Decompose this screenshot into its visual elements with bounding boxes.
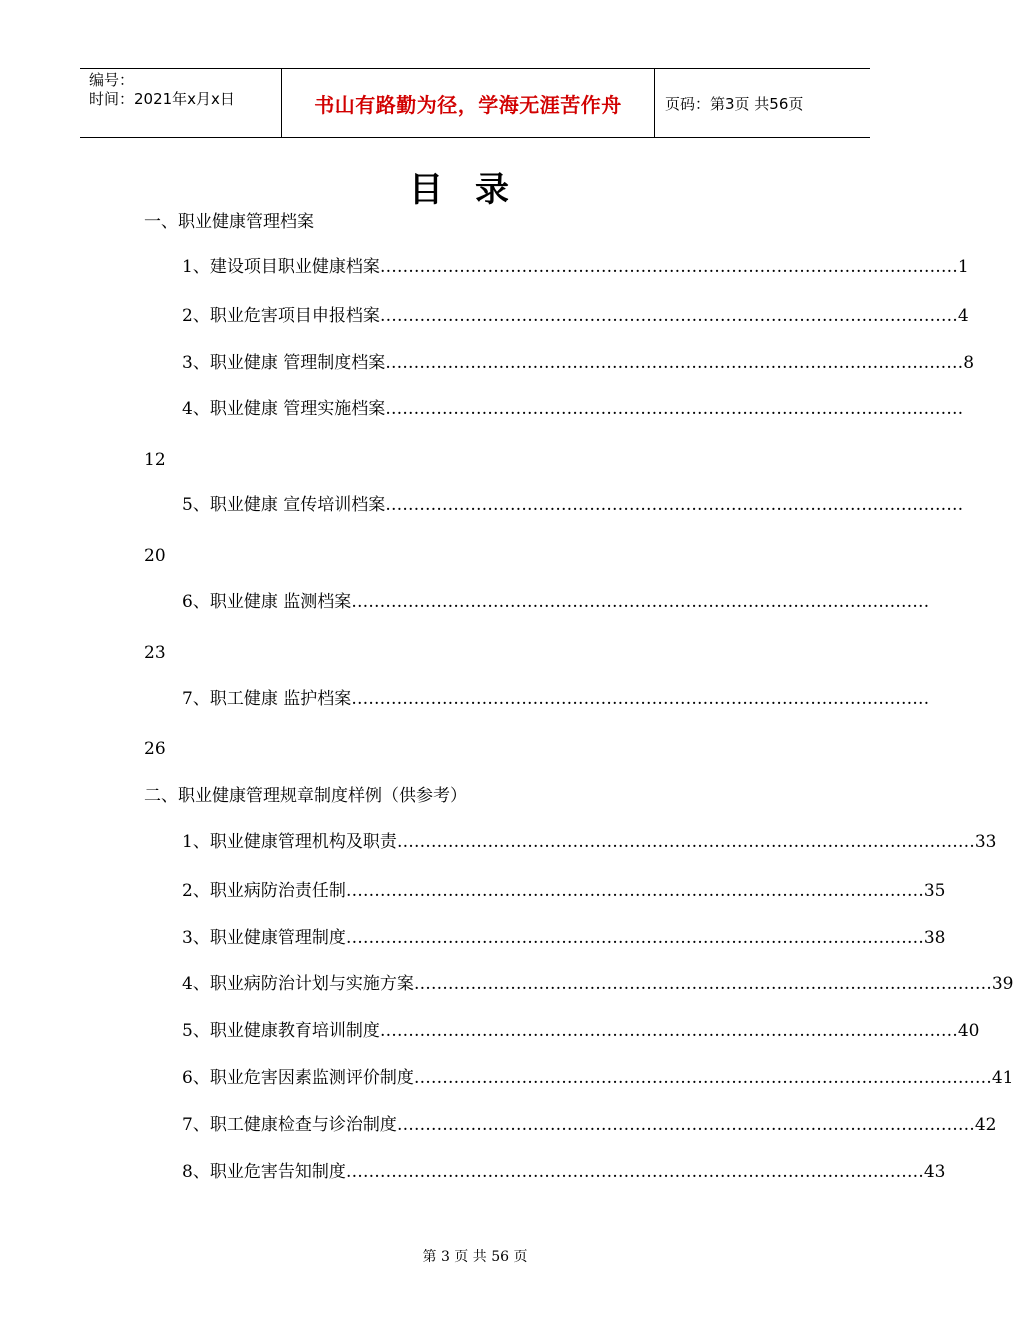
toc-entry-label: 2、职业病防治责任制 <box>182 881 346 901</box>
toc-entry[interactable] <box>182 398 964 420</box>
toc-entry-page: 39 <box>991 974 1013 994</box>
toc-entry[interactable] <box>182 494 964 516</box>
toc-leader: ………………………………………………………………………………………… <box>396 832 975 852</box>
toc-entry[interactable] <box>182 973 1013 995</box>
header-left-cell <box>89 71 235 109</box>
header-motto: 书山有路勤为径，学海无涯苦作舟 <box>314 92 622 117</box>
toc-entry[interactable] <box>182 1020 980 1042</box>
toc-entry-label: 1、建设项目职业健康档案 <box>182 257 380 277</box>
toc-entry[interactable] <box>182 880 946 902</box>
toc-entry-label: 1、职业健康管理机构及职责 <box>182 832 397 852</box>
toc-entry-page: 26 <box>144 739 166 759</box>
page-footer: 第 3 页 共 56 页 <box>422 1249 528 1265</box>
toc-leader: ………………………………………………………………………………………… <box>413 974 992 994</box>
toc-leader: ………………………………………………………………………………………… <box>345 928 924 948</box>
toc-leader: ………………………………………………………………………………………… <box>379 1021 958 1041</box>
toc-leader: ………………………………………………………………………………………… <box>351 689 930 709</box>
toc-entry-page: 41 <box>991 1068 1013 1088</box>
toc-entry-label: 5、职业健康 宣传培训档案 <box>182 495 386 515</box>
toc-entry-label: 3、职业健康 管理制度档案 <box>182 353 386 373</box>
toc-entry[interactable] <box>182 1067 1013 1089</box>
section-heading: 二、职业健康管理规章制度样例（供参考） <box>144 786 467 806</box>
document-header <box>80 68 870 138</box>
toc-leader: ………………………………………………………………………………………… <box>385 495 964 515</box>
toc-entry-label: 4、职业病防治计划与实施方案 <box>182 974 414 994</box>
toc-entry[interactable] <box>182 305 969 327</box>
toc-leader: ………………………………………………………………………………………… <box>345 881 924 901</box>
toc-entry-label: 5、职业健康教育培训制度 <box>182 1021 380 1041</box>
toc-leader: ………………………………………………………………………………………… <box>413 1068 992 1088</box>
toc-entry-page: 1 <box>957 257 969 277</box>
toc-entry-page: 33 <box>974 832 997 852</box>
toc-entry-label: 3、职业健康管理制度 <box>182 928 346 948</box>
header-divider <box>654 69 655 137</box>
toc-entry[interactable] <box>182 831 997 853</box>
toc-entry-page: 20 <box>144 546 166 566</box>
date-label: 时间：2021年x月x日 <box>89 90 235 108</box>
toc-leader: ………………………………………………………………………………………… <box>379 306 958 326</box>
toc-entry[interactable] <box>182 927 946 949</box>
toc-leader: ………………………………………………………………………………………… <box>345 1162 924 1182</box>
toc-entry-label: 7、职工健康 监护档案 <box>182 689 352 709</box>
toc-entry-page: 40 <box>957 1021 980 1041</box>
toc-entry[interactable] <box>182 256 969 278</box>
toc-entry-label: 6、职业健康 监测档案 <box>182 592 352 612</box>
toc-entry[interactable] <box>182 591 930 613</box>
toc-entry-label: 7、职工健康检查与诊治制度 <box>182 1115 397 1135</box>
toc-entry[interactable] <box>182 688 930 710</box>
toc-entry-label: 6、职业危害因素监测评价制度 <box>182 1068 414 1088</box>
toc-entry-page: 4 <box>957 306 969 326</box>
toc-entry-label: 2、职业危害项目申报档案 <box>182 306 380 326</box>
toc-entry[interactable] <box>182 1114 997 1136</box>
toc-entry[interactable] <box>182 352 975 374</box>
toc-entry-page: 35 <box>923 881 946 901</box>
toc-entry-page: 43 <box>923 1162 946 1182</box>
toc-entry-page: 38 <box>923 928 946 948</box>
section-heading: 一、职业健康管理档案 <box>144 212 314 232</box>
page-title: 目录 <box>409 170 541 210</box>
toc-leader: ………………………………………………………………………………………… <box>351 592 930 612</box>
toc-entry[interactable] <box>182 1161 946 1183</box>
toc-entry-page: 42 <box>974 1115 997 1135</box>
toc-entry-label: 4、职业健康 管理实施档案 <box>182 399 386 419</box>
toc-entry-page: 8 <box>963 353 975 373</box>
number-label: 编号： <box>89 71 135 89</box>
header-page-info: 页码：第3页 共56页 <box>665 94 804 113</box>
toc-entry-page: 23 <box>144 643 166 663</box>
toc-leader: ………………………………………………………………………………………… <box>385 399 964 419</box>
toc-entry-page: 12 <box>144 450 166 470</box>
toc-leader: ………………………………………………………………………………………… <box>385 353 964 373</box>
toc-entry-label: 8、职业危害告知制度 <box>182 1162 346 1182</box>
toc-leader: ………………………………………………………………………………………… <box>379 257 958 277</box>
toc-leader: ………………………………………………………………………………………… <box>396 1115 975 1135</box>
